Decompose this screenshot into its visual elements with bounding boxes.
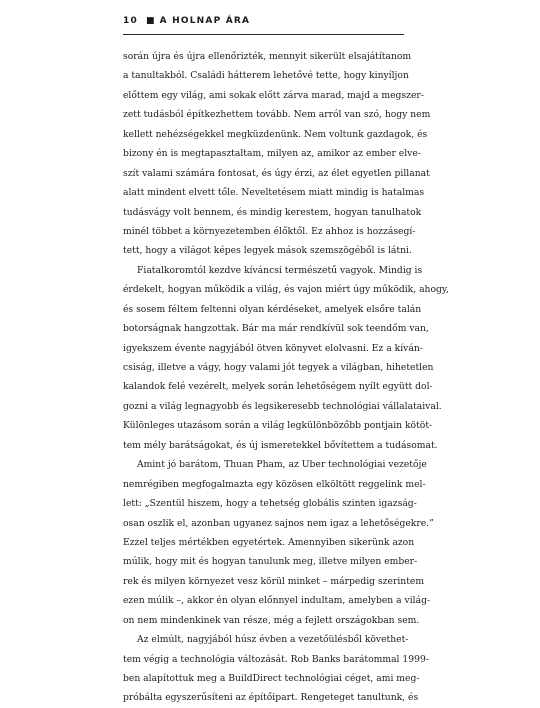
text-line: gozni a világ legnagyobb és legsikeresebb technológiai vállalataival. bbox=[123, 400, 442, 412]
page-number: 10 bbox=[123, 16, 138, 26]
text-line: lett: „Szentül hiszem, hogy a tehetség globális szinten igazság- bbox=[123, 498, 417, 510]
text-line: próbálta egyszerűsíteni az építőipart. Rengeteget tanultunk, és bbox=[123, 692, 419, 704]
text-line: szít valami számára fontosat, és úgy érzi, az élet egyetlen pillanat bbox=[123, 167, 430, 179]
text-line: osan oszlik el, azonban ugyanez sajnos nem igaz a lehetőségekre.” bbox=[123, 517, 434, 529]
text-line: rek és milyen környezet vesz körül minket – márpedig szerintem bbox=[123, 575, 425, 587]
text-line: kellett nehézségekkel megküzdenünk. Nem voltunk gazdagok, és bbox=[123, 128, 428, 140]
text-line: minél többet a környezetemben élőktől. Ez ahhoz is hozzásegí- bbox=[123, 225, 416, 237]
text-line: a tanultakból. Családi hátterem lehetővé tette, hogy kinyíljon bbox=[123, 70, 409, 82]
text-line: csiság, illetve a vágy, hogy valami jót tegyek a világban, hihetetlen bbox=[123, 362, 434, 373]
text-line: Az elmúlt, nagyjából húsz évben a vezetőülésből követhet- bbox=[137, 634, 409, 646]
text-line: ezen múlik –, akkor én olyan előnnyel indultam, amelyben a világ- bbox=[123, 595, 431, 607]
text-line: Fiatalkoromtól kezdve kíváncsi természetű vagyok. Mindig is bbox=[137, 264, 423, 276]
text-line: igyekszem évente nagyjából ötven könyvet elolvasni. Ez a kíván- bbox=[123, 342, 423, 354]
text-line: tudásvágy volt bennem, és mindig kerestem, hogyan tanulhatok bbox=[123, 206, 422, 218]
text-line: tem végig a technológia változását. Rob Banks barátommal 1999- bbox=[123, 653, 429, 665]
text-line: tem mély barátságokat, és új ismeretekkel bővítettem a tudásomat. bbox=[123, 439, 438, 451]
text-line: alatt mindent elvett tőle. Neveltetésem miatt mindig is hatalmas bbox=[123, 187, 425, 199]
text-line: során újra és újra ellenőrizték, mennyit sikerült elsajátítanom bbox=[123, 51, 412, 62]
text-line: on nem mindenkinek van része, még a fejlett országokban sem. bbox=[123, 614, 420, 626]
text-line: botorságnak hangzottak. Bár ma már rendkívül sok teendőm van, bbox=[123, 323, 429, 335]
text-line: zett tudásból építkezhettem tovább. Nem arról van szó, hogy nem bbox=[123, 109, 431, 121]
body-text bbox=[123, 47, 449, 708]
text-line: bizony én is megtapasztaltam, milyen az, amikor az ember elve- bbox=[123, 148, 421, 160]
text-line: Ezzel teljes mértékben egyetértek. Amennyiben sikerünk azon bbox=[123, 536, 415, 548]
header-separator: ■ bbox=[145, 16, 156, 26]
header-rule bbox=[123, 34, 404, 35]
running-head bbox=[123, 16, 250, 26]
text-line: előttem egy világ, ami sokak előtt zárva marad, majd a megszer- bbox=[123, 89, 424, 101]
text-line: érdekelt, hogyan működik a világ, és vajon miért úgy működik, ahogy, bbox=[123, 284, 449, 296]
text-line: nemrégiben megfogalmazta egy közösen elköltött reggelink mel- bbox=[123, 478, 426, 490]
text-line: és sosem féltem feltenni olyan kérdéseket, amelyek elsőre talán bbox=[123, 303, 422, 315]
text-line: Amint jó barátom, Thuan Pham, az Uber technológiai vezetője bbox=[137, 459, 427, 471]
text-line: kalandok felé vezérelt, melyek során lehetőségem nyílt együtt dol- bbox=[123, 381, 433, 393]
text-line: múlik, hogy mit és hogyan tanulunk meg, illetve milyen ember- bbox=[123, 556, 418, 568]
text-line: ben alapítottuk meg a BuildDirect technológiai céget, ami meg- bbox=[123, 673, 420, 684]
text-line: Különleges utazásom során a világ legkülönbözőbb pontjain kötöt- bbox=[123, 420, 433, 432]
running-title: A HOLNAP ÁRA bbox=[159, 16, 251, 26]
text-line: tett, hogy a világot képes legyek mások szemszögéből is látni. bbox=[123, 245, 412, 257]
